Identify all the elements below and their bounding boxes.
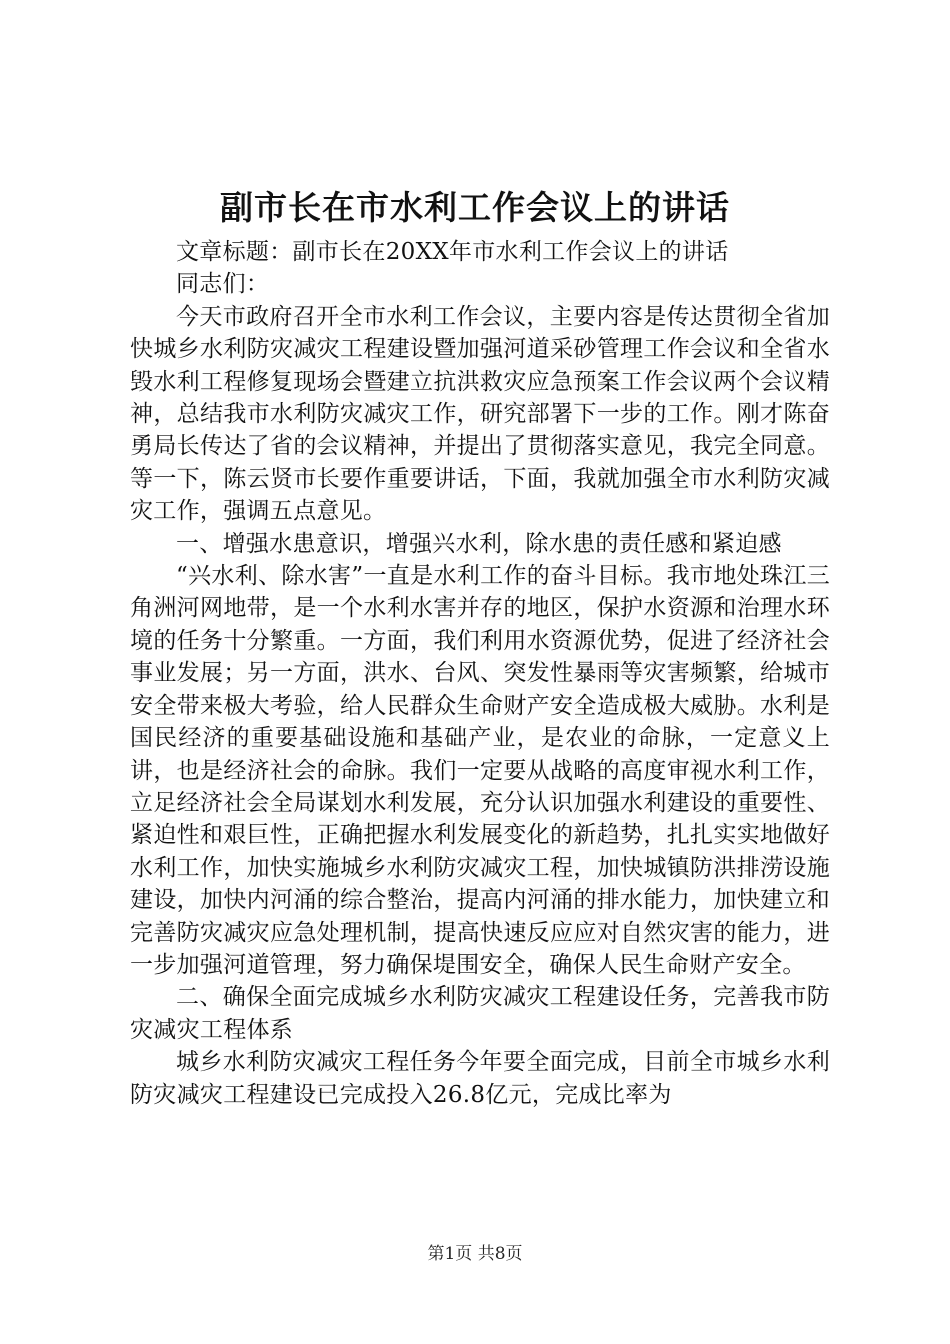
document-title: 副市长在市水利工作会议上的讲话: [220, 188, 730, 227]
section-heading-2: 二、确保全面完成城乡水利防灾减灾工程建设任务，完善我市防灾减灾工程体系: [130, 984, 830, 1043]
section-heading-1: 一、增强水患意识，增强兴水利，除水患的责任感和紧迫感: [176, 530, 782, 557]
salutation: 同志们：: [176, 271, 270, 298]
intro-paragraph: 今天市政府召开全市水利工作会议，主要内容是传达贯彻全省加快城乡水利防灾减灾工程建设暨加强河道采砂管理工作会议和全省水毁水利工程修复现场会暨建立抗洪救灾应急预案工作会议两个会议精神，总结我市水利防灾减灾工作，研究部署下一步的工作。刚才陈奋勇局长传达了省的会议精神，并提出了贯彻落实意见，我完全同意。等一下，陈云贤市长要作重要讲话，下面，我就加强全市水利防灾减灾工作，强调五点意见。: [130, 303, 830, 525]
section-2-paragraph: 城乡水利防灾减灾工程任务今年要全面完成，目前全市城乡水利防灾减灾工程建设已完成投入26.8亿元，完成比率为: [130, 1049, 830, 1108]
article-title-line: 文章标题：副市长在20XX年市水利工作会议上的讲话: [176, 239, 729, 265]
page-number-footer: 第1页 共8页: [427, 1244, 523, 1264]
document-body: [130, 236, 830, 1111]
section-1-paragraph: “兴水利、除水害”一直是水利工作的奋斗目标。我市地处珠江三角洲河网地带，是一个水利水害并存的地区，保护水资源和治理水环境的任务十分繁重。一方面，我们利用水资源优势，促进了经济社会事业发展；另一方面，洪水、台风、突发性暴雨等灾害频繁，给城市安全带来极大考验，给人民群众生命财产安全造成极大威胁。水利是国民经济的重要基础设施和基础产业，是农业的命脉，一定意义上讲，也是经济社会的命脉。我们一定要从战略的高度审视水利工作，立足经济社会全局谋划水利发展，充分认识加强水利建设的重要性、紧迫性和艰巨性，正确把握水利发展变化的新趋势，扎扎实实地做好水利工作，加快实施城乡水利防灾减灾工程，加快城镇防洪排涝设施建设，加快内河涌的综合整治，提高内河涌的排水能力，加快建立和完善防灾减灾应急处理机制，提高快速反应应对自然灾害的能力，进一步加强河道管理，努力确保堤围安全，确保人民生命财产安全。: [130, 563, 830, 978]
